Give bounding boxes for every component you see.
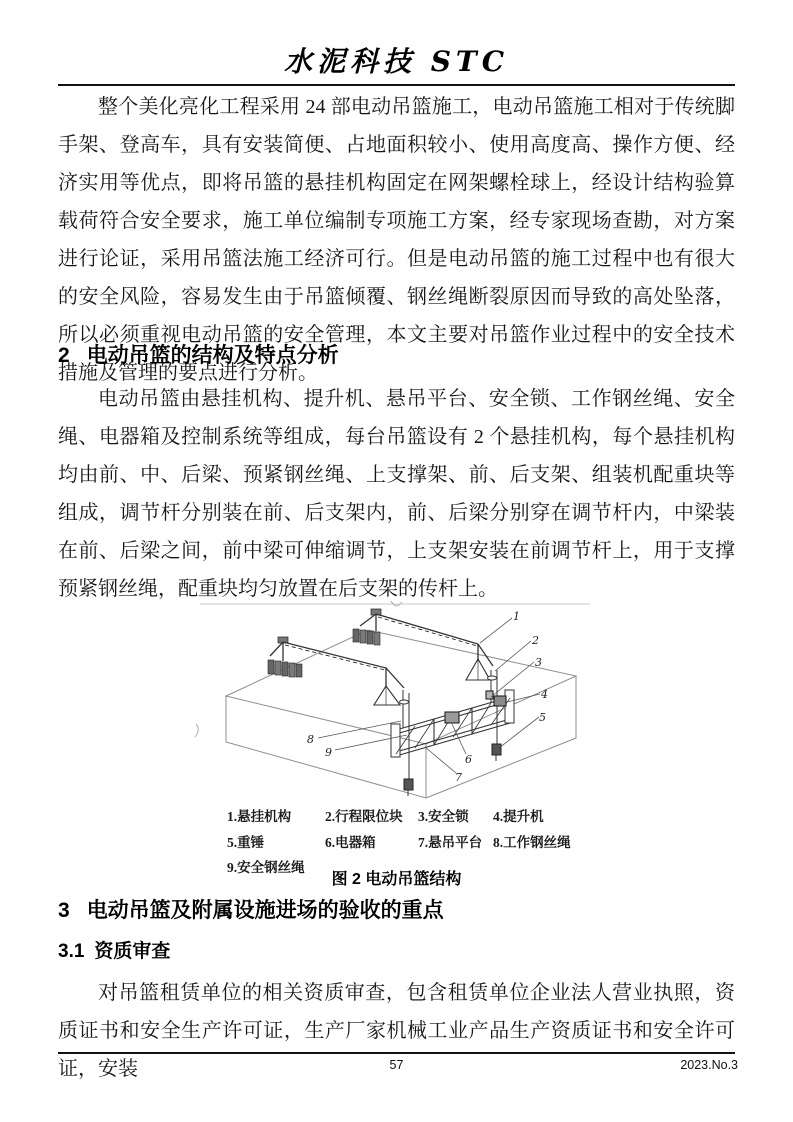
travel-limit-block-right <box>488 676 497 680</box>
suspension-mechanism-left <box>268 637 404 705</box>
section-3-1-heading <box>58 939 735 965</box>
footer-divider <box>58 1052 735 1054</box>
callout-5: 5 <box>539 711 546 724</box>
legend-item-6: 6.电器箱 <box>325 835 376 850</box>
travel-limit-block-left <box>400 700 409 704</box>
section-3-heading <box>58 898 735 924</box>
stirrup-left <box>391 724 400 757</box>
hanging-basket-diagram <box>188 598 608 803</box>
suspension-mechanism-right <box>353 609 493 680</box>
callout-6: 6 <box>465 753 472 766</box>
legend-item-7: 7.悬吊平台 <box>418 835 483 850</box>
figure-caption: 图 2 电动吊篮结构 <box>331 871 462 888</box>
weight-right <box>492 744 501 755</box>
legend-item-1: 1.悬挂机构 <box>227 809 292 824</box>
electric-box <box>445 712 459 723</box>
section-2-paragraph: 电动吊篮由悬挂机构、提升机、悬吊平台、安全锁、工作钢丝绳、安全绳、电器箱及控制系统等组成，每台吊篮设有 2 个悬挂机构，每个悬挂机构均由前、中、后梁、预紧钢丝绳、上支撑架、前、后支架、组装机配重块等组成，调节杆分别装在前、后支架内，前、后梁分别穿在调节杆内，中梁装在前、后梁之间，前中梁可伸缩调节，上支架安装在前调节杆上，用于支撑预紧钢丝绳，配重块均匀放置在后支架的传杆上。 <box>58 388 735 600</box>
section-3-number: 3 <box>58 899 70 922</box>
intro-paragraph: 整个美化亮化工程采用 24 部电动吊篮施工，电动吊篮施工相对于传统脚手架、登高车，具有安装简便、占地面积较小、使用高度高、操作方便、经济实用等优点，即将吊篮的悬挂机构固定在网架螺栓球上，经设计结构验算载荷符合安全要求，施工单位编制专项施工方案，经专家现场查勘，对方案进行论证，采用吊篮法施工经济可行。但是电动吊篮的施工过程中也有很大的安全风险，容易发生由于吊篮倾覆、钢丝绳断裂原因而导致的高处坠落，所以必须重视电动吊篮的安全管理，本文主要对吊篮作业过程中的安全技术措施及管理的要点进行分析。 <box>58 96 735 384</box>
figure-2 <box>58 596 735 898</box>
legend-item-4: 4.提升机 <box>493 809 544 824</box>
legend-item-8: 8.工作钢丝绳 <box>493 835 571 850</box>
building-block <box>226 630 576 798</box>
section-3-paragraph: 对吊篮租赁单位的相关资质审查，包含租赁单位企业法人营业执照，资质证书和安全生产许可证，生产厂家机械工业产品生产资质证书和安全许可证，安装 <box>58 982 735 1080</box>
callout-1: 1 <box>513 610 520 623</box>
section-2-title: 电动吊篮的结构及特点分析 <box>86 344 339 367</box>
callout-2: 2 <box>532 634 539 647</box>
section-3-title: 电动吊篮及附属设施进场的验收的重点 <box>86 899 444 922</box>
section-2-number: 2 <box>58 344 70 367</box>
header-divider <box>58 84 735 86</box>
callout-9: 9 <box>325 746 332 759</box>
legend-item-5: 5.重锤 <box>227 835 265 850</box>
callout-7: 7 <box>455 771 462 784</box>
section-2-heading <box>58 343 735 369</box>
section-3-1-number: 3.1 <box>58 941 85 962</box>
journal-title: 水泥科技 STC <box>283 45 510 78</box>
weight-left <box>404 779 413 790</box>
legend-item-3: 3.安全锁 <box>418 809 469 824</box>
section-3-1-title: 资质审查 <box>94 941 171 962</box>
callout-3: 3 <box>535 656 542 669</box>
legend-item-2: 2.行程限位块 <box>325 809 403 824</box>
page-number: 57 <box>389 1058 404 1072</box>
callout-4: 4 <box>541 688 548 701</box>
safety-lock <box>486 691 493 699</box>
hoist <box>494 696 506 706</box>
callout-8: 8 <box>307 733 314 746</box>
legend-item-9: 9.安全钢丝绳 <box>227 860 305 875</box>
issue-number: 2023.No.3 <box>680 1058 738 1072</box>
